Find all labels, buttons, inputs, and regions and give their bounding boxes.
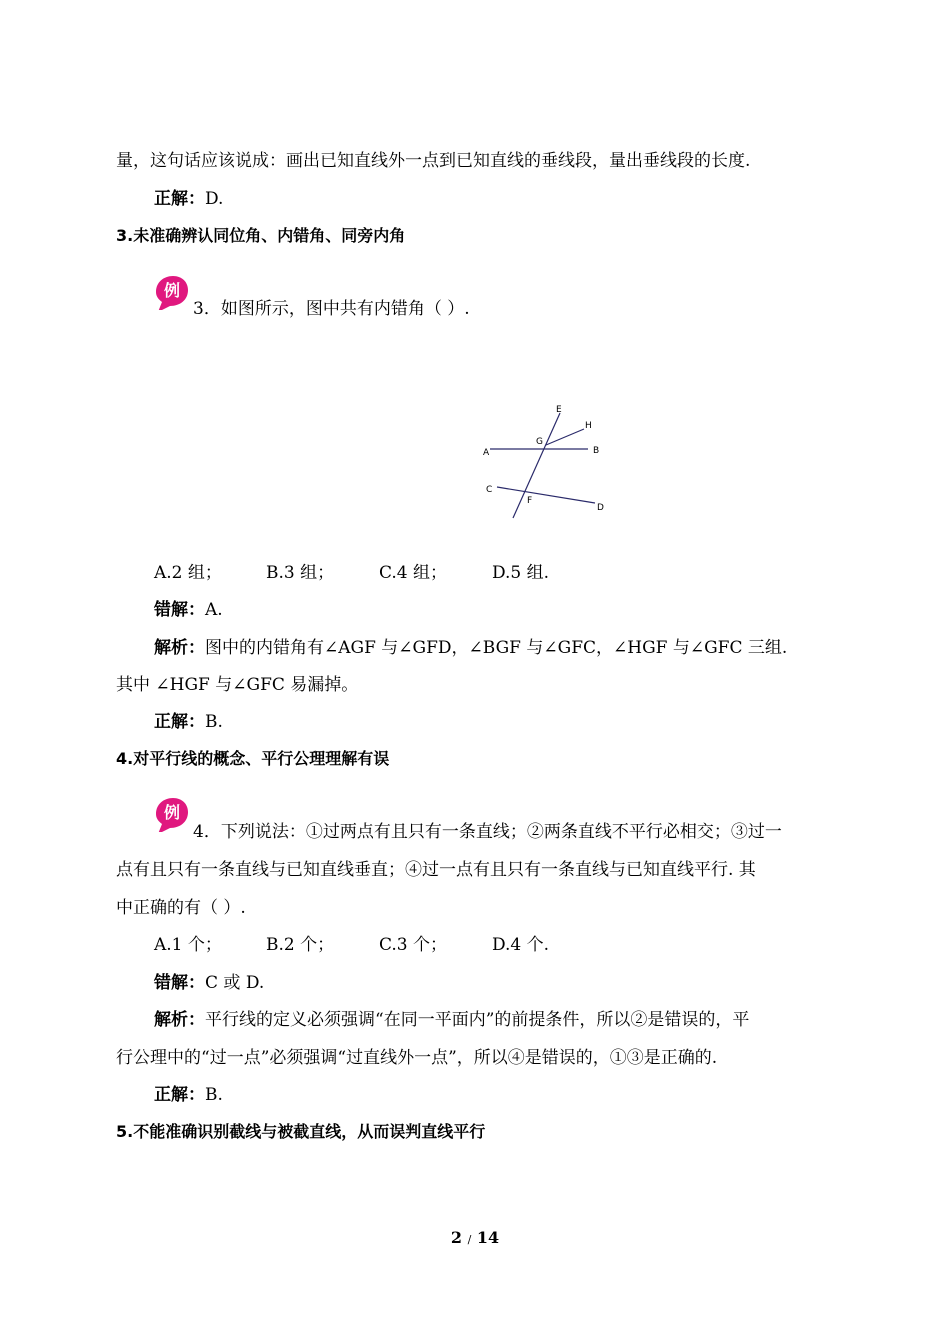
analysis-text: 平行线的定义必须强调“在同一平面内”的前提条件，所以②是错误的，平 <box>205 1010 750 1030</box>
option-c: C.3 个； <box>379 935 448 955</box>
correct-answer-1 <box>154 188 223 210</box>
option-a: A.1 个； <box>154 935 222 955</box>
label-H: H <box>585 421 592 431</box>
wrong-value: C 或 D. <box>205 973 265 993</box>
page-current: 2 <box>450 1228 462 1247</box>
option-a: A.2 组； <box>154 563 222 583</box>
label-B: B <box>593 446 600 456</box>
label-A: A <box>483 448 490 458</box>
analysis-text: 图中的内错角有∠AGF 与∠GFD，∠BGF 与∠GFC，∠HGF 与∠GFC 三组. <box>205 638 788 658</box>
wrong-value: A. <box>205 600 223 620</box>
svg-text:例: 例 <box>163 281 181 300</box>
question-4-line2: 点有且只有一条直线与已知直线垂直；④过一点有且只有一条直线与已知直线平行. 其 <box>116 860 756 880</box>
correct-label: 正解： <box>154 189 205 209</box>
analysis-3-cont: 其中 ∠HGF 与∠GFC 易漏掉。 <box>116 675 359 695</box>
label-E: E <box>556 405 562 415</box>
svg-text:例: 例 <box>163 803 181 822</box>
paragraph-line: 量，这句话应该说成：画出已知直线外一点到已知直线的垂线段，量出垂线段的长度. <box>116 151 751 171</box>
analysis-4 <box>154 1009 749 1031</box>
question-3: 3．如图所示，图中共有内错角（ ）. <box>193 299 470 319</box>
label-C: C <box>486 485 493 495</box>
question-4-line1: 4．下列说法：①过两点有且只有一条直线；②两条直线不平行必相交；③过一 <box>193 822 782 842</box>
correct-value: B. <box>205 712 223 732</box>
option-c: C.4 组； <box>379 563 448 583</box>
correct-answer-4 <box>154 1084 223 1106</box>
option-b: B.3 组； <box>266 563 335 583</box>
page-total: 14 <box>476 1228 500 1247</box>
wrong-label: 错解： <box>154 600 205 620</box>
correct-label: 正解： <box>154 1085 205 1105</box>
analysis-label: 解析： <box>154 638 205 658</box>
wrong-answer-4 <box>154 972 264 994</box>
option-d: D.4 个. <box>492 935 550 955</box>
correct-label: 正解： <box>154 712 205 732</box>
page-separator: / <box>467 1233 472 1246</box>
analysis-label: 解析： <box>154 1010 205 1030</box>
option-d: D.5 组. <box>492 563 550 583</box>
label-G: G <box>536 437 543 447</box>
section-heading-3: 3.未准确辨认同位角、内错角、同旁内角 <box>116 226 406 245</box>
correct-value: B. <box>205 1085 223 1105</box>
geometry-figure <box>478 400 618 520</box>
wrong-label: 错解： <box>154 973 205 993</box>
example-badge-icon <box>150 796 192 832</box>
section-heading-5: 5.不能准确识别截线与被截直线，从而误判直线平行 <box>116 1122 486 1141</box>
correct-answer-3 <box>154 711 223 733</box>
correct-value: D. <box>205 189 224 209</box>
wrong-answer-3 <box>154 599 223 621</box>
analysis-3 <box>154 637 787 659</box>
section-heading-4: 4.对平行线的概念、平行公理理解有误 <box>116 749 390 768</box>
option-b: B.2 个； <box>266 935 335 955</box>
analysis-4-cont: 行公理中的“过一点”必须强调“过直线外一点”，所以④是错误的，①③是正确的. <box>116 1048 718 1068</box>
example-badge-icon <box>150 274 192 310</box>
page-number <box>0 1228 950 1247</box>
label-D: D <box>597 503 604 513</box>
question-4-line3: 中正确的有（ ）. <box>116 898 246 918</box>
label-F: F <box>527 496 533 506</box>
